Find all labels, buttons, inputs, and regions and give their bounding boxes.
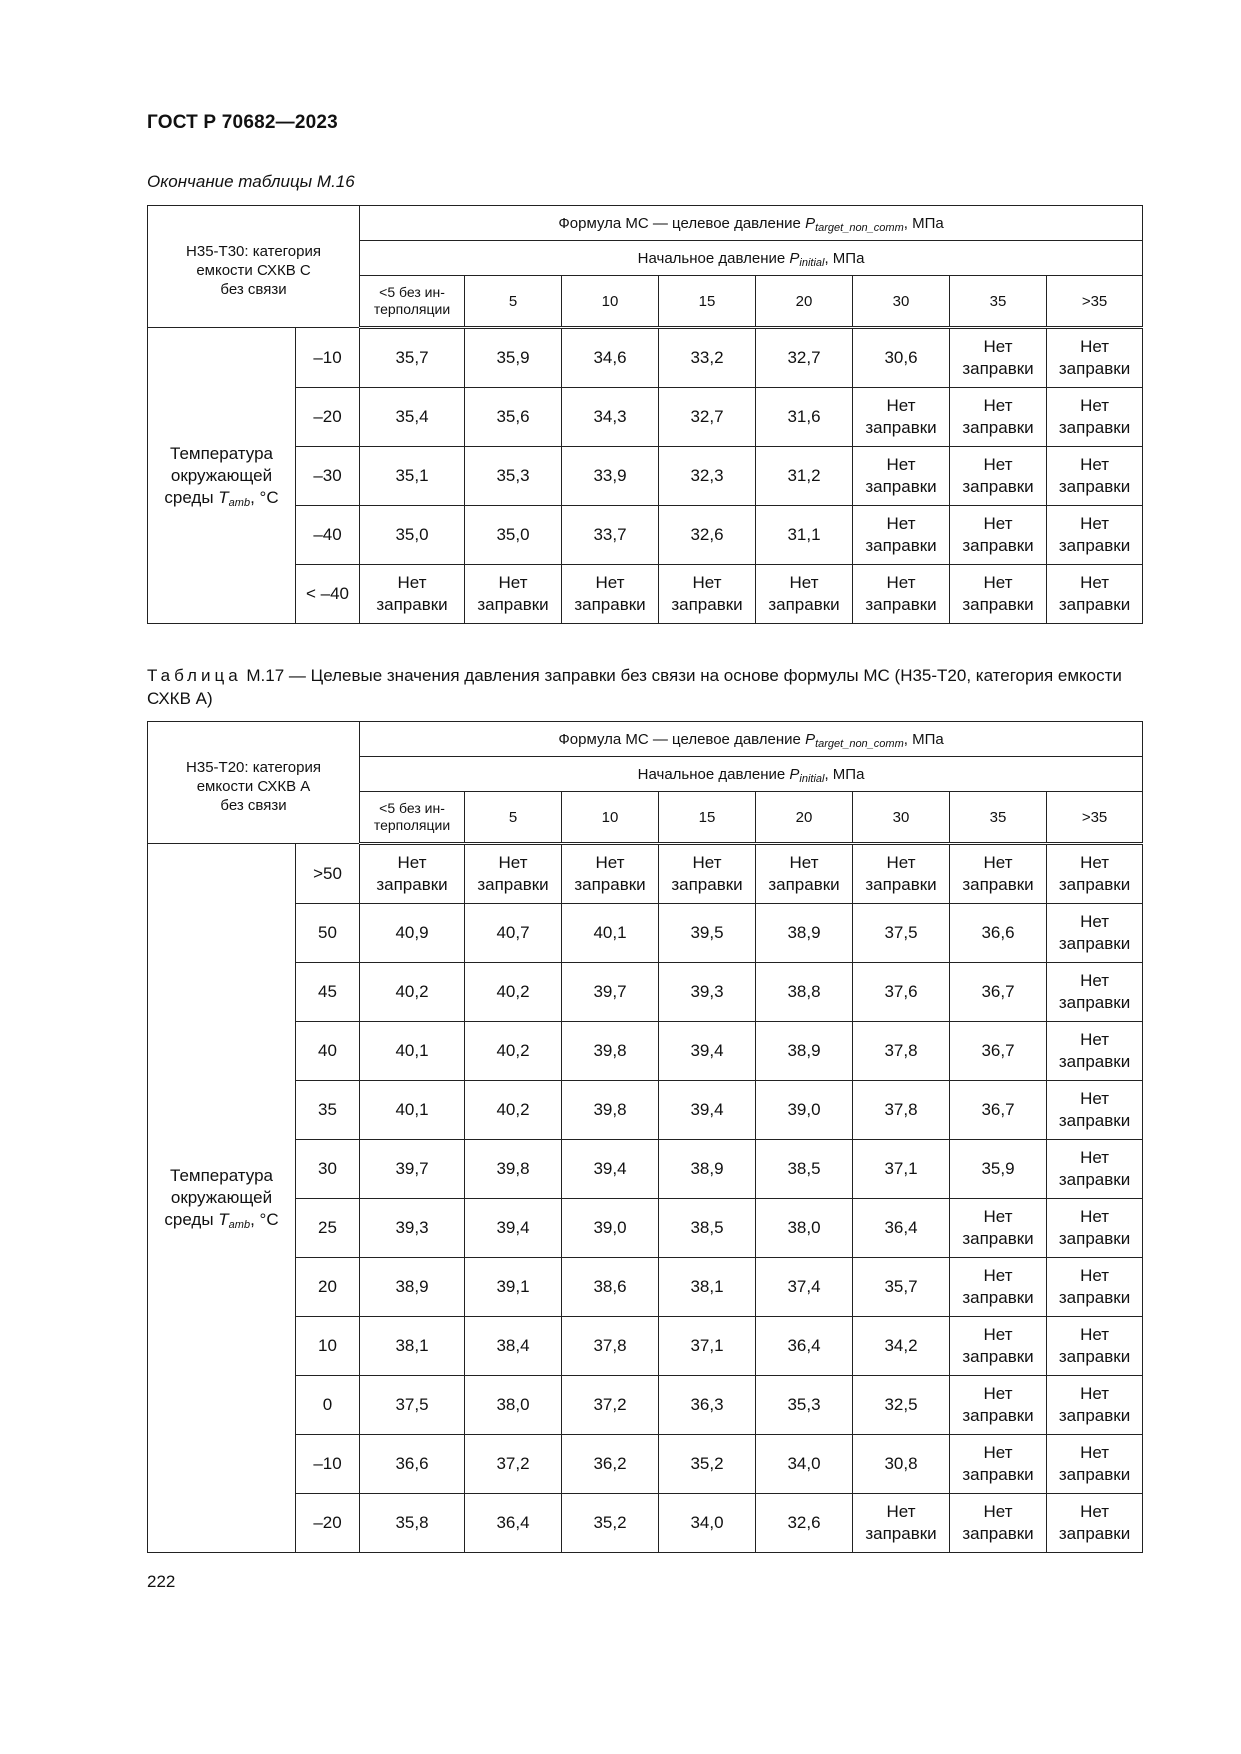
temperature-cell: 20 bbox=[296, 1258, 360, 1317]
pressure-cell: 37,8 bbox=[853, 1081, 950, 1140]
table-row bbox=[148, 844, 1143, 904]
pressure-cell: 35,1 bbox=[360, 447, 465, 506]
table-row bbox=[148, 1022, 1143, 1081]
pressure-cell: Нет заправки bbox=[1047, 1199, 1143, 1258]
pressure-cell: 37,2 bbox=[465, 1435, 562, 1494]
pressure-cell: 32,6 bbox=[756, 1494, 853, 1553]
pressure-cell: Нет заправки bbox=[950, 388, 1047, 447]
column-header: 30 bbox=[853, 792, 950, 844]
pressure-cell: 40,1 bbox=[562, 904, 659, 963]
table-caption-label: Таблица bbox=[147, 666, 242, 685]
pressure-cell: 35,0 bbox=[465, 506, 562, 565]
temperature-cell: –20 bbox=[296, 388, 360, 447]
initial-unit: , МПа bbox=[824, 249, 865, 267]
initial-subscript: initial bbox=[799, 772, 825, 785]
table-row bbox=[148, 1317, 1143, 1376]
pressure-cell: 39,7 bbox=[562, 963, 659, 1022]
pressure-cell: Нет заправки bbox=[950, 506, 1047, 565]
pressure-cell: Нет заправки bbox=[562, 565, 659, 624]
pressure-cell: 35,0 bbox=[360, 506, 465, 565]
pressure-cell: 35,3 bbox=[465, 447, 562, 506]
pressure-cell: 36,6 bbox=[360, 1435, 465, 1494]
pressure-cell: 37,5 bbox=[853, 904, 950, 963]
table-row bbox=[148, 388, 1143, 447]
pressure-cell: Нет заправки bbox=[1047, 1081, 1143, 1140]
column-header: 35 bbox=[950, 276, 1047, 328]
pressure-cell: 37,8 bbox=[853, 1022, 950, 1081]
temperature-cell: 45 bbox=[296, 963, 360, 1022]
pressure-cell: 36,7 bbox=[950, 963, 1047, 1022]
temperature-cell: 25 bbox=[296, 1199, 360, 1258]
table-row bbox=[148, 1140, 1143, 1199]
pressure-cell: Нет заправки bbox=[659, 565, 756, 624]
pressure-cell: 35,7 bbox=[853, 1258, 950, 1317]
pressure-cell: Нет заправки bbox=[950, 328, 1047, 388]
header-row bbox=[148, 722, 1143, 757]
formula-prefix: Формула МС — целевое давление bbox=[558, 214, 806, 232]
pressure-cell: 34,3 bbox=[562, 388, 659, 447]
row-label-text: среды bbox=[164, 487, 219, 507]
pressure-cell: 37,1 bbox=[659, 1317, 756, 1376]
formula-header bbox=[360, 206, 1143, 241]
pressure-cell: Нет заправки bbox=[950, 1494, 1047, 1553]
pressure-cell: 38,0 bbox=[465, 1376, 562, 1435]
pressure-cell: 32,7 bbox=[659, 388, 756, 447]
pressure-cell: 39,0 bbox=[756, 1081, 853, 1140]
pressure-cell: 38,9 bbox=[360, 1258, 465, 1317]
pressure-cell: Нет заправки bbox=[756, 844, 853, 904]
temperature-cell: 40 bbox=[296, 1022, 360, 1081]
pressure-cell: 38,9 bbox=[756, 1022, 853, 1081]
pressure-cell: 34,0 bbox=[756, 1435, 853, 1494]
pressure-table-m16 bbox=[147, 205, 1143, 624]
pressure-cell: Нет заправки bbox=[1047, 1376, 1143, 1435]
formula-symbol: P bbox=[805, 214, 816, 232]
pressure-cell: 39,1 bbox=[465, 1258, 562, 1317]
pressure-cell: 33,7 bbox=[562, 506, 659, 565]
pressure-cell: 35,6 bbox=[465, 388, 562, 447]
pressure-cell: 39,0 bbox=[562, 1199, 659, 1258]
column-header: <5 без ин- терполяции bbox=[360, 276, 465, 328]
pressure-cell: Нет заправки bbox=[465, 844, 562, 904]
table-row bbox=[148, 328, 1143, 388]
column-header: 15 bbox=[659, 276, 756, 328]
pressure-cell: 40,2 bbox=[465, 963, 562, 1022]
row-label-line bbox=[150, 487, 293, 509]
table-row bbox=[148, 506, 1143, 565]
pressure-cell: 38,1 bbox=[360, 1317, 465, 1376]
formula-subscript: target_non_comm bbox=[815, 737, 904, 750]
pressure-cell: Нет заправки bbox=[950, 1317, 1047, 1376]
column-header: 15 bbox=[659, 792, 756, 844]
temperature-cell: 10 bbox=[296, 1317, 360, 1376]
pressure-cell: 36,6 bbox=[950, 904, 1047, 963]
pressure-cell: 33,9 bbox=[562, 447, 659, 506]
pressure-cell: 40,1 bbox=[360, 1081, 465, 1140]
pressure-cell: Нет заправки bbox=[1047, 1435, 1143, 1494]
pressure-table-m17 bbox=[147, 721, 1143, 1553]
row-label-line: Температура bbox=[170, 443, 273, 463]
temperature-cell: >50 bbox=[296, 844, 360, 904]
initial-pressure-header bbox=[360, 241, 1143, 276]
table-row bbox=[148, 904, 1143, 963]
corner-line: емкости СХКВ А bbox=[196, 778, 311, 795]
pressure-cell: Нет заправки bbox=[1047, 565, 1143, 624]
pressure-cell: 39,8 bbox=[562, 1081, 659, 1140]
pressure-cell: Нет заправки bbox=[950, 1376, 1047, 1435]
pressure-cell: 37,5 bbox=[360, 1376, 465, 1435]
corner-line: без связи bbox=[220, 797, 287, 814]
pressure-cell: 38,5 bbox=[659, 1199, 756, 1258]
formula-header bbox=[360, 722, 1143, 757]
pressure-cell: 39,8 bbox=[465, 1140, 562, 1199]
row-group-label bbox=[148, 844, 296, 1553]
pressure-cell: Нет заправки bbox=[756, 565, 853, 624]
column-header: >35 bbox=[1047, 276, 1143, 328]
initial-prefix: Начальное давление bbox=[637, 249, 790, 267]
pressure-cell: 30,8 bbox=[853, 1435, 950, 1494]
pressure-cell: 34,2 bbox=[853, 1317, 950, 1376]
pressure-cell: Нет заправки bbox=[950, 1199, 1047, 1258]
row-label-text: среды bbox=[164, 1210, 219, 1229]
pressure-cell: Нет заправки bbox=[360, 844, 465, 904]
pressure-cell: Нет заправки bbox=[1047, 1022, 1143, 1081]
pressure-cell: Нет заправки bbox=[659, 844, 756, 904]
pressure-cell: 37,4 bbox=[756, 1258, 853, 1317]
pressure-cell: 30,6 bbox=[853, 328, 950, 388]
pressure-cell: 39,3 bbox=[659, 963, 756, 1022]
column-header: 5 bbox=[465, 276, 562, 328]
pressure-cell: 32,5 bbox=[853, 1376, 950, 1435]
row-label-subscript: amb bbox=[228, 1219, 251, 1231]
pressure-cell: 32,7 bbox=[756, 328, 853, 388]
pressure-cell: Нет заправки bbox=[853, 1494, 950, 1553]
pressure-cell: 33,2 bbox=[659, 328, 756, 388]
pressure-cell: 35,4 bbox=[360, 388, 465, 447]
pressure-cell: 39,4 bbox=[659, 1081, 756, 1140]
temperature-cell: –40 bbox=[296, 506, 360, 565]
table-row bbox=[148, 565, 1143, 624]
pressure-cell: 34,0 bbox=[659, 1494, 756, 1553]
temperature-cell: 35 bbox=[296, 1081, 360, 1140]
pressure-cell: 36,4 bbox=[465, 1494, 562, 1553]
pressure-cell: Нет заправки bbox=[950, 1258, 1047, 1317]
temperature-cell: –30 bbox=[296, 447, 360, 506]
table-continuation-caption: Окончание таблицы М.16 bbox=[147, 172, 355, 191]
pressure-cell: Нет заправки bbox=[1047, 844, 1143, 904]
pressure-cell: 40,2 bbox=[465, 1022, 562, 1081]
row-group-label bbox=[148, 328, 296, 624]
pressure-cell: 38,9 bbox=[659, 1140, 756, 1199]
pressure-cell: Нет заправки bbox=[1047, 1317, 1143, 1376]
pressure-cell: 36,7 bbox=[950, 1081, 1047, 1140]
pressure-cell: 38,5 bbox=[756, 1140, 853, 1199]
table-row bbox=[148, 1081, 1143, 1140]
pressure-cell: 40,7 bbox=[465, 904, 562, 963]
pressure-cell: Нет заправки bbox=[950, 447, 1047, 506]
column-header: 20 bbox=[756, 792, 853, 844]
corner-line: без связи bbox=[220, 281, 287, 298]
table-row bbox=[148, 963, 1143, 1022]
corner-line: H35-T20: категория bbox=[186, 759, 321, 776]
pressure-cell: Нет заправки bbox=[950, 844, 1047, 904]
pressure-cell: 40,9 bbox=[360, 904, 465, 963]
column-header: >35 bbox=[1047, 792, 1143, 844]
initial-prefix: Начальное давление bbox=[637, 765, 790, 783]
row-label-line: Температура bbox=[170, 1166, 273, 1185]
pressure-cell: 39,8 bbox=[562, 1022, 659, 1081]
column-header: 10 bbox=[562, 792, 659, 844]
pressure-cell: 35,2 bbox=[562, 1494, 659, 1553]
document-title: ГОСТ Р 70682—2023 bbox=[147, 112, 338, 133]
pressure-cell: 38,4 bbox=[465, 1317, 562, 1376]
table-row bbox=[148, 447, 1143, 506]
pressure-cell: 37,1 bbox=[853, 1140, 950, 1199]
temperature-cell: 0 bbox=[296, 1376, 360, 1435]
pressure-cell: 36,4 bbox=[853, 1199, 950, 1258]
pressure-cell: Нет заправки bbox=[853, 506, 950, 565]
pressure-cell: 39,7 bbox=[360, 1140, 465, 1199]
formula-symbol: P bbox=[805, 730, 816, 748]
pressure-cell: Нет заправки bbox=[562, 844, 659, 904]
pressure-cell: 39,4 bbox=[562, 1140, 659, 1199]
pressure-cell: 38,9 bbox=[756, 904, 853, 963]
pressure-cell: 35,2 bbox=[659, 1435, 756, 1494]
table-corner-label bbox=[148, 722, 360, 844]
pressure-cell: Нет заправки bbox=[1047, 904, 1143, 963]
row-label-unit: , °С bbox=[250, 487, 279, 507]
pressure-cell: Нет заправки bbox=[1047, 1494, 1143, 1553]
table-row bbox=[148, 1199, 1143, 1258]
pressure-cell: Нет заправки bbox=[465, 565, 562, 624]
pressure-cell: Нет заправки bbox=[1047, 1258, 1143, 1317]
row-label-line: окружающей bbox=[170, 465, 273, 485]
pressure-cell: 31,6 bbox=[756, 388, 853, 447]
table-row bbox=[148, 1258, 1143, 1317]
pressure-cell: 32,3 bbox=[659, 447, 756, 506]
pressure-cell: 40,2 bbox=[465, 1081, 562, 1140]
column-header: 20 bbox=[756, 276, 853, 328]
pressure-cell: 31,1 bbox=[756, 506, 853, 565]
column-header: 35 bbox=[950, 792, 1047, 844]
corner-line: H35-T30: категория bbox=[186, 243, 321, 260]
pressure-cell: 38,6 bbox=[562, 1258, 659, 1317]
formula-subscript: target_non_comm bbox=[815, 221, 904, 234]
pressure-cell: 39,4 bbox=[659, 1022, 756, 1081]
formula-unit: , МПа bbox=[903, 214, 944, 232]
pressure-cell: 36,2 bbox=[562, 1435, 659, 1494]
table-caption bbox=[147, 664, 1141, 710]
row-label-subscript: amb bbox=[228, 496, 251, 509]
table-row bbox=[148, 1494, 1143, 1553]
table-row bbox=[148, 1435, 1143, 1494]
pressure-cell: 31,2 bbox=[756, 447, 853, 506]
pressure-cell: 38,0 bbox=[756, 1199, 853, 1258]
temperature-cell: –10 bbox=[296, 1435, 360, 1494]
pressure-cell: Нет заправки bbox=[950, 565, 1047, 624]
row-label-line bbox=[150, 1209, 293, 1231]
pressure-cell: 35,9 bbox=[465, 328, 562, 388]
page-number: 222 bbox=[147, 1572, 176, 1591]
column-header: 10 bbox=[562, 276, 659, 328]
temperature-cell: –10 bbox=[296, 328, 360, 388]
pressure-cell: 40,2 bbox=[360, 963, 465, 1022]
row-label-unit: , °С bbox=[250, 1210, 279, 1229]
pressure-cell: 35,8 bbox=[360, 1494, 465, 1553]
pressure-cell: Нет заправки bbox=[950, 1435, 1047, 1494]
pressure-cell: Нет заправки bbox=[1047, 963, 1143, 1022]
row-label-symbol: T bbox=[218, 487, 229, 507]
initial-subscript: initial bbox=[799, 256, 825, 269]
temperature-cell: –20 bbox=[296, 1494, 360, 1553]
temperature-cell: 30 bbox=[296, 1140, 360, 1199]
row-label-line: окружающей bbox=[170, 1188, 273, 1207]
pressure-cell: 36,7 bbox=[950, 1022, 1047, 1081]
pressure-cell: 35,7 bbox=[360, 328, 465, 388]
pressure-cell: Нет заправки bbox=[1047, 447, 1143, 506]
pressure-cell: 35,9 bbox=[950, 1140, 1047, 1199]
column-header: 5 bbox=[465, 792, 562, 844]
pressure-cell: 35,3 bbox=[756, 1376, 853, 1435]
pressure-cell: Нет заправки bbox=[1047, 1140, 1143, 1199]
pressure-cell: 38,8 bbox=[756, 963, 853, 1022]
pressure-cell: 32,6 bbox=[659, 506, 756, 565]
initial-pressure-header bbox=[360, 757, 1143, 792]
pressure-cell: 39,3 bbox=[360, 1199, 465, 1258]
pressure-cell: Нет заправки bbox=[360, 565, 465, 624]
pressure-cell: 39,4 bbox=[465, 1199, 562, 1258]
pressure-cell: 37,2 bbox=[562, 1376, 659, 1435]
formula-prefix: Формула МС — целевое давление bbox=[558, 730, 806, 748]
pressure-cell: Нет заправки bbox=[1047, 328, 1143, 388]
temperature-cell: 50 bbox=[296, 904, 360, 963]
table-row bbox=[148, 1376, 1143, 1435]
header-row bbox=[148, 206, 1143, 241]
formula-unit: , МПа bbox=[903, 730, 944, 748]
table-corner-label bbox=[148, 206, 360, 328]
temperature-cell: < –40 bbox=[296, 565, 360, 624]
initial-symbol: P bbox=[789, 249, 800, 267]
row-label-symbol: T bbox=[218, 1210, 229, 1229]
corner-line: емкости СХКВ С bbox=[196, 262, 311, 279]
pressure-cell: 36,3 bbox=[659, 1376, 756, 1435]
pressure-cell: 37,8 bbox=[562, 1317, 659, 1376]
pressure-cell: 34,6 bbox=[562, 328, 659, 388]
pressure-cell: Нет заправки bbox=[1047, 388, 1143, 447]
pressure-cell: 36,4 bbox=[756, 1317, 853, 1376]
column-header: <5 без ин- терполяции bbox=[360, 792, 465, 844]
pressure-cell: Нет заправки bbox=[853, 844, 950, 904]
pressure-cell: Нет заправки bbox=[853, 388, 950, 447]
pressure-cell: 38,1 bbox=[659, 1258, 756, 1317]
pressure-cell: 39,5 bbox=[659, 904, 756, 963]
pressure-cell: 37,6 bbox=[853, 963, 950, 1022]
initial-unit: , МПа bbox=[824, 765, 865, 783]
pressure-cell: Нет заправки bbox=[853, 565, 950, 624]
column-header: 30 bbox=[853, 276, 950, 328]
table-caption-text: М.17 — Целевые значения давления заправки без связи на основе формулы МС (H35-T20, категория емкости СХКВ А) bbox=[147, 666, 1122, 708]
pressure-cell: 40,1 bbox=[360, 1022, 465, 1081]
initial-symbol: P bbox=[789, 765, 800, 783]
pressure-cell: Нет заправки bbox=[1047, 506, 1143, 565]
pressure-cell: Нет заправки bbox=[853, 447, 950, 506]
